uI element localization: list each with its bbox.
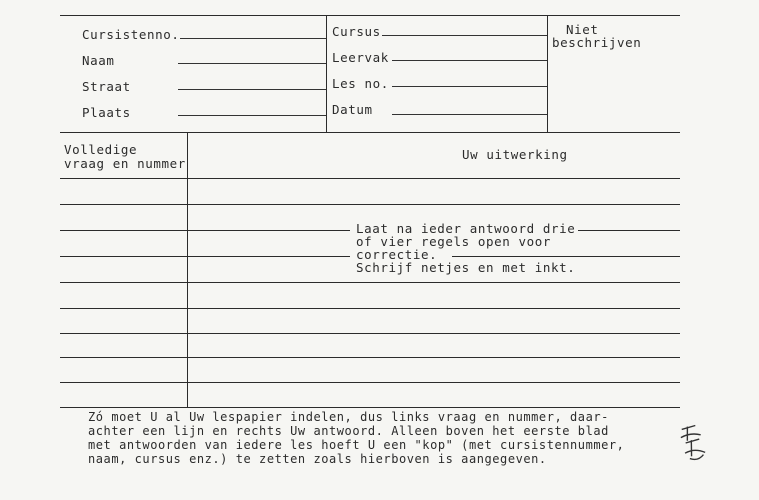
corner-note-line-2: beschrijven [552,35,642,50]
field-line-plaats [178,115,326,116]
instruction-line-3: correctie. [356,247,438,262]
footer-line-2: achter een lijn en rechts Uw antwoord. Alleen boven het eerste blad [88,424,609,438]
top-border [60,15,680,16]
footer-line-1: Zó moet U al Uw lespapier indelen, dus links vraag en nummer, daar- [88,410,609,424]
right-column-header: Uw uitwerking [462,147,568,162]
field-line-cursistenno [180,38,326,39]
initials-scribble-icon [675,420,711,466]
grid-line-4-left [60,256,350,257]
grid-line-2 [60,204,680,205]
field-line-leervak [392,60,547,61]
grid-line-8 [60,357,680,358]
field-label-naam: Naam [82,53,115,68]
handwritten-initials-mark [675,420,711,470]
grid-line-1 [60,178,680,179]
field-line-datum [392,114,547,115]
grid-line-10 [60,407,680,408]
field-line-naam [178,63,326,64]
field-line-les-no [392,86,547,87]
column-divider [187,132,188,408]
corner-note-line-1: Niet [566,22,599,37]
grid-line-9 [60,382,680,383]
field-label-leervak: Leervak [332,50,389,65]
field-label-les-no: Les no. [332,76,389,91]
footer-line-3: met antwoorden van iedere les hoeft U een "kop" (met cursistennummer, [88,438,625,452]
instruction-line-4: Schrijf netjes en met inkt. [356,260,576,275]
grid-line-5 [60,282,680,283]
corner-divider [547,15,548,132]
grid-line-3-left [60,230,350,231]
header-divider [326,15,327,132]
footer-line-4: naam, cursus enz.) te zetten zoals hierboven is aangegeven. [88,452,547,466]
grid-line-3-right [578,230,680,231]
field-line-straat [178,89,326,90]
instruction-line-2: of vier regels open voor [356,234,552,249]
field-label-plaats: Plaats [82,105,131,120]
field-label-datum: Datum [332,102,373,117]
instruction-line-1: Laat na ieder antwoord drie [356,221,576,236]
field-line-cursus [382,35,547,36]
grid-line-4-right [452,256,680,257]
field-label-cursus: Cursus [332,24,381,39]
grid-line-7 [60,333,680,334]
field-label-straat: Straat [82,79,131,94]
field-label-cursistenno: Cursistenno. [82,27,180,42]
grid-line-6 [60,308,680,309]
left-column-header-line-2: vraag en nummer [64,156,186,171]
header-bottom-border [60,132,680,133]
left-column-header-line-1: Volledige [64,142,138,157]
